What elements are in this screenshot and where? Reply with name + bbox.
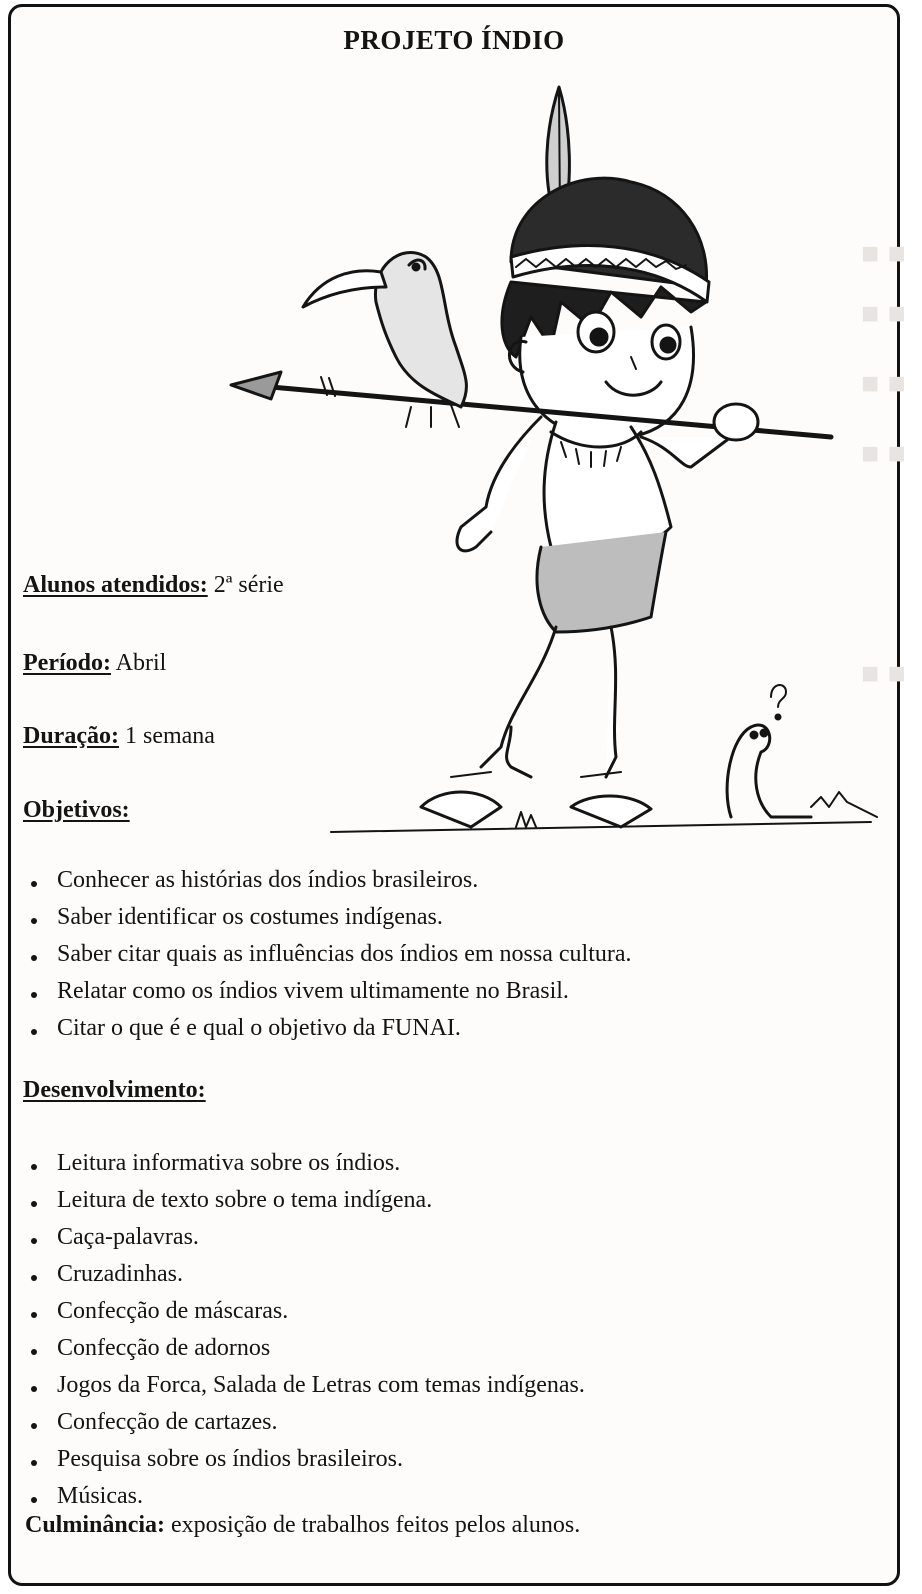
list-item: Caça-palavras. — [23, 1219, 585, 1256]
worm-icon — [727, 725, 811, 817]
document-page: ■ ■ ■ ■ ■ ■ ■ ■ ■ ■ PROJETO ÍNDIO Alunos atendidos: 2ª série Período: Abril Duração: 1 semana Objetivos: Conhecer as histórias dos índios brasileiros. Saber identificar os costumes indígenas. Saber citar quais as influências dos índios em nossa cultura. Relatar como os índios vivem ultimamente no Brasil. Citar o que é e qual o objetivo da FUNAI. Desenvolvimento: Leitura informativa sobre os índios. Leitura de texto sobre o tema indígena. Caça-palavras. Cruzadinhas. Confecção de máscaras. Confecção de adornos Jogos da Forca, Salada de Letras com temas indígenas. Confecção de cartazes. Pesquisa sobre os índios brasileiros. Músicas. Culminância: exposição de trabalhos feitos pelos alunos. — [8, 4, 900, 1586]
list-item: Confecção de adornos — [23, 1330, 585, 1367]
list-item: Confecção de máscaras. — [23, 1293, 585, 1330]
culminancia-value: exposição de trabalhos feitos pelos alunos. — [165, 1512, 581, 1538]
culminancia-label: Culminância: — [25, 1512, 166, 1538]
field-alunos — [23, 572, 284, 599]
objetivos-heading: Objetivos: — [23, 797, 130, 823]
objetivos-list — [23, 862, 632, 1047]
list-item: Cruzadinhas. — [23, 1256, 585, 1293]
list-item: Jogos da Forca, Salada de Letras com temas indígenas. — [23, 1367, 585, 1404]
list-item: Músicas. — [23, 1478, 585, 1515]
page-title: PROJETO ÍNDIO — [343, 25, 565, 55]
list-item: Confecção de cartazes. — [23, 1404, 585, 1441]
list-item: Saber identificar os costumes indígenas. — [23, 899, 632, 936]
field-alunos-value: 2ª série — [213, 572, 284, 598]
list-item: Leitura informativa sobre os índios. — [23, 1145, 585, 1182]
list-item: Citar o que é e qual o objetivo da FUNAI. — [23, 1010, 632, 1047]
field-periodo-value: Abril — [115, 650, 167, 676]
list-item: Relatar como os índios vivem ultimamente no Brasil. — [23, 973, 632, 1010]
field-periodo — [23, 650, 166, 677]
field-duracao — [23, 723, 215, 750]
field-periodo-label: Período: — [23, 650, 111, 676]
bird-icon — [375, 253, 466, 407]
list-item: Pesquisa sobre os índios brasileiros. — [23, 1441, 585, 1478]
list-item: Saber citar quais as influências dos índios em nossa cultura. — [23, 936, 632, 973]
field-duracao-label: Duração: — [23, 723, 119, 749]
list-item: Leitura de texto sobre o tema indígena. — [23, 1182, 585, 1219]
list-item: Conhecer as histórias dos índios brasileiros. — [23, 862, 632, 899]
field-duracao-value: 1 semana — [124, 723, 215, 749]
desenvolvimento-heading: Desenvolvimento: — [23, 1077, 206, 1103]
indigenous-boy-illustration — [211, 87, 901, 857]
desenvolvimento-list — [23, 1145, 585, 1515]
culminancia — [25, 1512, 580, 1539]
field-alunos-label: Alunos atendidos: — [23, 572, 208, 598]
